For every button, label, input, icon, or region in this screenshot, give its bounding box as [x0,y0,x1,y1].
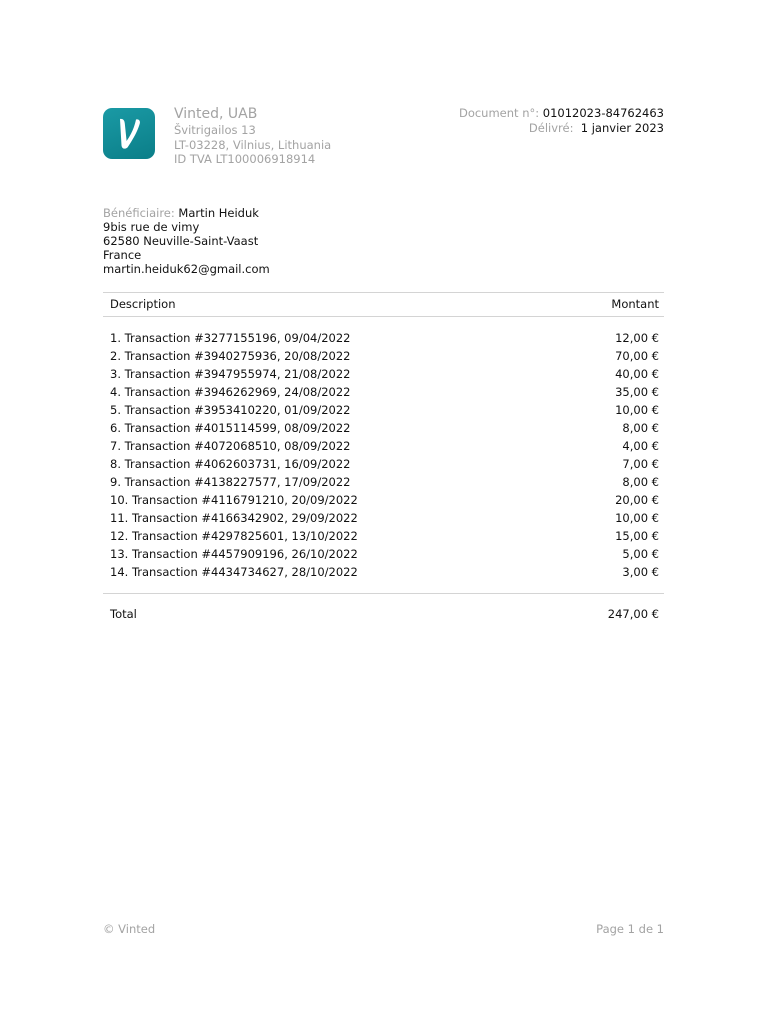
row-description: 4. Transaction #3946262969, 24/08/2022 [110,385,351,399]
row-amount: 10,00 € [615,403,659,417]
row-description: 14. Transaction #4434734627, 28/10/2022 [110,565,358,579]
row-description: 13. Transaction #4457909196, 26/10/2022 [110,547,358,561]
table-row [103,509,664,527]
row-amount: 15,00 € [615,529,659,543]
total-label: Total [110,607,137,621]
row-amount: 70,00 € [615,349,659,363]
recipient-block [103,206,270,276]
document-number: 01012023-84762463 [542,106,664,120]
table-row [103,473,664,491]
table-total-row [103,605,664,623]
table-row [103,365,664,383]
table-row [103,527,664,545]
row-amount: 3,00 € [622,565,659,579]
vinted-v-logo-icon [103,108,155,159]
row-amount: 7,00 € [622,457,659,471]
company-name: Vinted, UAB [174,106,258,122]
total-amount: 247,00 € [607,607,659,621]
table-row [103,401,664,419]
recipient-address1: 9bis rue de vimy [103,220,200,234]
table-row [103,419,664,437]
table-body [103,317,664,594]
row-description: 11. Transaction #4166342902, 29/09/2022 [110,511,358,525]
recipient-country: France [103,248,142,262]
row-description: 8. Transaction #4062603731, 16/09/2022 [110,457,351,471]
company-vat: ID TVA LT100006918914 [174,152,316,166]
column-description: Description [110,297,176,311]
row-description: 1. Transaction #3277155196, 09/04/2022 [110,331,351,345]
table-row [103,329,664,347]
table-row [103,455,664,473]
row-amount: 12,00 € [615,331,659,345]
recipient-name: Martin Heiduk [178,206,259,220]
company-block [174,105,331,167]
column-amount: Montant [611,297,659,311]
vinted-logo [103,108,155,159]
table-row [103,437,664,455]
row-description: 2. Transaction #3940275936, 20/08/2022 [110,349,351,363]
row-amount: 35,00 € [615,385,659,399]
row-amount: 40,00 € [615,367,659,381]
row-amount: 8,00 € [622,421,659,435]
row-description: 3. Transaction #3947955974, 21/08/2022 [110,367,351,381]
transactions-table [103,292,664,623]
table-row [103,563,664,581]
document-number-label: Document n°: [458,106,540,120]
row-amount: 4,00 € [622,439,659,453]
row-description: 9. Transaction #4138227577, 17/09/2022 [110,475,351,489]
recipient-label: Bénéficiaire: [103,206,175,220]
recipient-name-line [103,206,270,220]
document-issued-label: Délivré: [528,120,574,135]
row-amount: 5,00 € [622,547,659,561]
table-header [103,292,664,317]
company-street: Švitrigailos 13 [174,123,256,137]
row-description: 12. Transaction #4297825601, 13/10/2022 [110,529,358,543]
row-description: 6. Transaction #4015114599, 08/09/2022 [110,421,351,435]
row-amount: 20,00 € [615,493,659,507]
recipient-address2: 62580 Neuville-Saint-Vaast [103,234,259,248]
document-issued-line [459,121,664,136]
document-issued-date: 1 janvier 2023 [580,120,664,135]
recipient-email: martin.heiduk62@gmail.com [103,262,270,276]
row-description: 7. Transaction #4072068510, 08/09/2022 [110,439,351,453]
row-amount: 8,00 € [622,475,659,489]
table-row [103,347,664,365]
row-description: 10. Transaction #4116791210, 20/09/2022 [110,493,358,507]
company-city: LT-03228, Vilnius, Lithuania [174,137,332,152]
table-row [103,491,664,509]
document-number-line [459,106,664,121]
table-row [103,545,664,563]
document-info [459,106,664,135]
table-row [103,383,664,401]
row-amount: 10,00 € [615,511,659,525]
footer-copyright: © Vinted [103,922,156,936]
row-description: 5. Transaction #3953410220, 01/09/2022 [110,403,351,417]
footer-page-number: Page 1 de 1 [596,922,664,936]
